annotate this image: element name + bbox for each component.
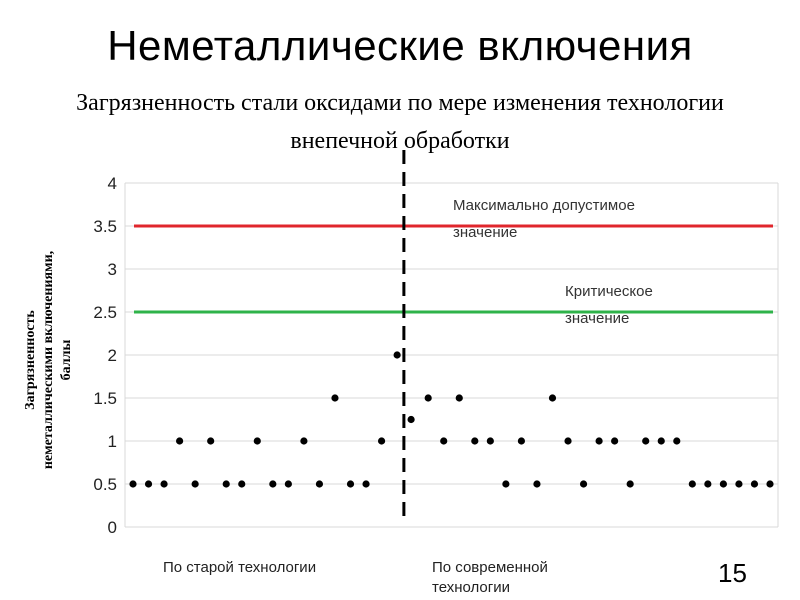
data-point-42 xyxy=(766,480,773,487)
data-point-17 xyxy=(378,437,385,444)
data-point-29 xyxy=(564,437,571,444)
y-tick-label-5: 2.5 xyxy=(93,303,117,322)
y-tick-label-4: 2 xyxy=(107,346,117,365)
data-point-38 xyxy=(704,480,711,487)
data-point-32 xyxy=(611,437,618,444)
data-point-30 xyxy=(580,480,587,487)
data-point-40 xyxy=(735,480,742,487)
y-axis-label-line-3: баллы xyxy=(59,339,74,381)
y-tick-label-0: 0 xyxy=(107,518,117,537)
data-point-8 xyxy=(238,480,245,487)
slide-subtitle: Загрязненность стали оксидами по мере изменения технологии внепечной обработки xyxy=(76,90,724,154)
data-point-5 xyxy=(192,480,199,487)
y-tick-label-8: 4 xyxy=(107,174,117,193)
data-point-35 xyxy=(658,437,665,444)
data-point-15 xyxy=(347,480,354,487)
data-point-24 xyxy=(487,437,494,444)
data-point-9 xyxy=(254,437,261,444)
page-number: 15 xyxy=(718,558,747,588)
critical-line-annotation-line-2: значение xyxy=(565,310,630,327)
y-tick-labels xyxy=(93,174,117,537)
data-point-25 xyxy=(502,480,509,487)
data-point-36 xyxy=(673,437,680,444)
data-point-3 xyxy=(160,480,167,487)
y-tick-label-6: 3 xyxy=(107,260,117,279)
data-point-27 xyxy=(533,480,540,487)
data-point-37 xyxy=(689,480,696,487)
data-point-33 xyxy=(627,480,634,487)
data-point-31 xyxy=(595,437,602,444)
data-point-23 xyxy=(471,437,478,444)
data-point-39 xyxy=(720,480,727,487)
data-point-21 xyxy=(440,437,447,444)
gridlines xyxy=(125,183,778,527)
data-point-13 xyxy=(316,480,323,487)
data-point-11 xyxy=(285,480,292,487)
data-point-34 xyxy=(642,437,649,444)
y-axis-label-line-2: неметаллическими включениями, xyxy=(41,250,56,470)
data-point-26 xyxy=(518,437,525,444)
data-point-18 xyxy=(394,351,401,358)
data-point-12 xyxy=(300,437,307,444)
data-point-20 xyxy=(425,394,432,401)
y-tick-label-7: 3.5 xyxy=(93,217,117,236)
data-point-14 xyxy=(331,394,338,401)
caption-old-technology: По старой технологии xyxy=(163,559,317,576)
data-point-41 xyxy=(751,480,758,487)
data-point-1 xyxy=(129,480,136,487)
data-points xyxy=(129,351,773,487)
y-axis-label-line-1: Загрязненность xyxy=(23,310,38,410)
data-point-10 xyxy=(269,480,276,487)
data-point-6 xyxy=(207,437,214,444)
y-tick-label-2: 1 xyxy=(107,432,117,451)
data-point-22 xyxy=(456,394,463,401)
data-point-19 xyxy=(408,416,415,423)
y-tick-label-1: 0.5 xyxy=(93,475,117,494)
caption-new-technology: По современной технологии xyxy=(432,559,548,596)
slide-title: Неметаллические включения xyxy=(107,22,693,69)
critical-line-annotation-line-1: Критическое xyxy=(565,283,653,300)
max-line-annotation-line-2: значение xyxy=(453,224,518,241)
data-point-28 xyxy=(549,394,556,401)
y-tick-label-3: 1.5 xyxy=(93,389,117,408)
data-point-16 xyxy=(362,480,369,487)
data-point-2 xyxy=(145,480,152,487)
data-point-4 xyxy=(176,437,183,444)
max-line-annotation-line-1: Максимально допустимое xyxy=(453,197,635,214)
data-point-7 xyxy=(223,480,230,487)
